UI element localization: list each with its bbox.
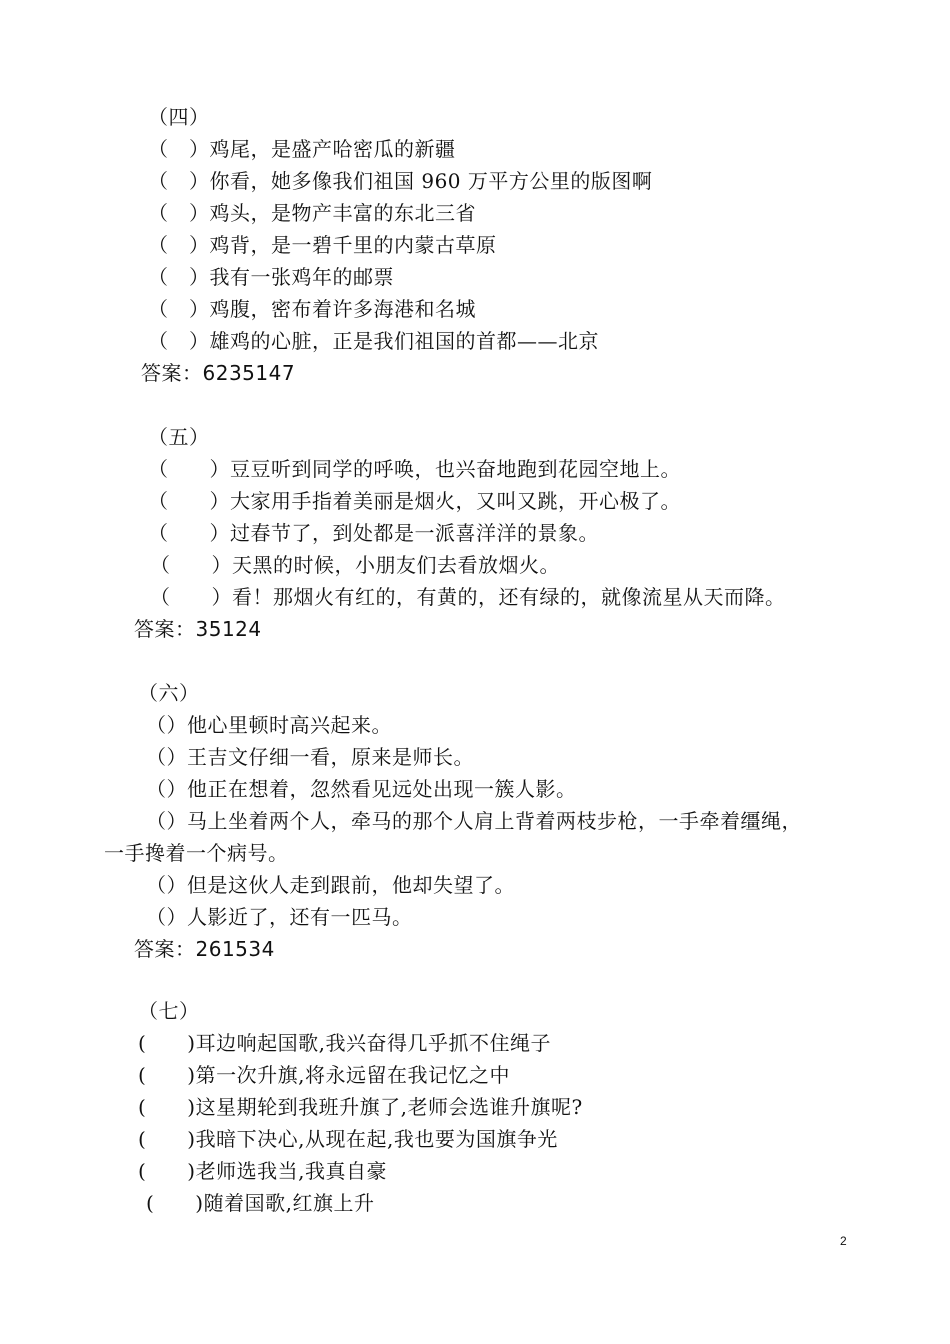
section-5-answer: 答案：35124 (134, 617, 262, 641)
section-5-item-4: （ ）天黑的时候，小朋友们去看放烟火。 (150, 553, 560, 577)
section-6-item-4-continuation: 一手搀着一个病号。 (104, 841, 289, 865)
section-5-title: （五） (148, 425, 210, 449)
section-4-title: （四） (148, 105, 210, 129)
section-4-item-6: （ ）鸡腹，密布着许多海港和名城 (148, 297, 476, 321)
section-5-item-1: （ ）豆豆听到同学的呼唤，也兴奋地跑到花园空地上。 (148, 457, 681, 481)
section-4-item-3: （ ）鸡头，是物产丰富的东北三省 (148, 201, 476, 225)
section-7-item-6: ( )随着国歌,红旗上升 (146, 1191, 375, 1215)
section-6-item-3: （）他正在想着，忽然看见远处出现一簇人影。 (146, 777, 577, 801)
section-6-item-2: （）王吉文仔细一看，原来是师长。 (146, 745, 474, 769)
section-4-item-4: （ ）鸡背，是一碧千里的内蒙古草原 (148, 233, 497, 257)
section-5-item-2: （ ）大家用手指着美丽是烟火，又叫又跳，开心极了。 (148, 489, 681, 513)
section-4-item-2: （ ）你看，她多像我们祖国 960 万平方公里的版图啊 (148, 169, 653, 193)
section-5-item-3: （ ）过春节了，到处都是一派喜洋洋的景象。 (148, 521, 599, 545)
section-6-item-1: （）他心里顿时高兴起来。 (146, 713, 392, 737)
section-6-item-4: （）马上坐着两个人，牵马的那个人肩上背着两枝步枪，一手牵着缰绳， (146, 809, 802, 833)
section-6-item-5: （）但是这伙人走到跟前，他却失望了。 (146, 873, 515, 897)
section-6-item-6: （）人影近了，还有一匹马。 (146, 905, 413, 929)
section-4-answer: 答案：6235147 (141, 361, 296, 385)
section-4-item-1: （ ）鸡尾，是盛产哈密瓜的新疆 (148, 137, 456, 161)
section-7-title: （七） (138, 999, 200, 1023)
section-5-item-5: （ ）看！那烟火有红的，有黄的，还有绿的，就像流星从天而降。 (150, 585, 786, 609)
section-7-item-3: ( )这星期轮到我班升旗了,老师会选谁升旗呢? (138, 1095, 583, 1119)
section-6-answer: 答案：261534 (134, 937, 275, 961)
section-7-item-5: ( )老师选我当,我真自豪 (138, 1159, 387, 1183)
section-7-item-4: ( )我暗下决心,从现在起,我也要为国旗争光 (138, 1127, 558, 1151)
section-4-item-5: （ ）我有一张鸡年的邮票 (148, 265, 394, 289)
section-6-title: （六） (138, 681, 200, 705)
section-4-item-7: （ ）雄鸡的心脏，正是我们祖国的首都——北京 (148, 329, 599, 353)
section-7-item-2: ( )第一次升旗,将永远留在我记忆之中 (138, 1063, 510, 1087)
section-7-item-1: ( )耳边响起国歌,我兴奋得几乎抓不住绳子 (138, 1031, 551, 1055)
page-number: 2 (840, 1234, 847, 1248)
